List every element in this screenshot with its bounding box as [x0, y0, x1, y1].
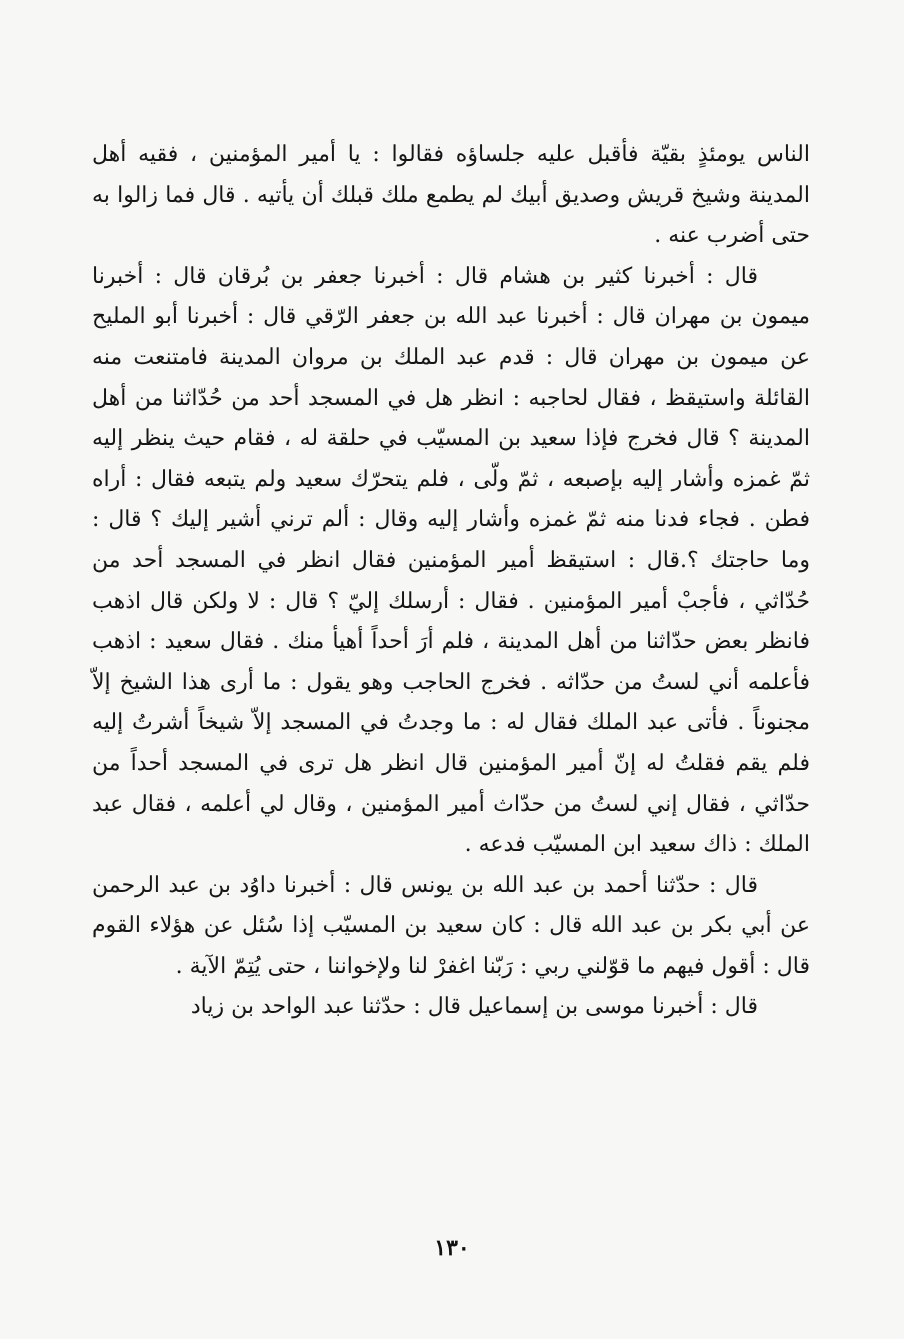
paragraph-3: قال : حدّثنا أحمد بن عبد الله بن يونس قال : أخبرنا داوُد بن عبد الرحمن عن أبي بكر بن عبد الله قال : كان سعيد بن المسيّب إذا سُئل عن هؤلاء القوم قال : أقول فيهم ما قوّلني ربي : رَبّنا اغفرْ لنا ولإخواننا ، حتى يُتِمّ الآية .	[92, 872, 810, 979]
paragraph-4: قال : أخبرنا موسى بن إسماعيل قال : حدّثنا عبد الواحد بن زياد	[190, 994, 758, 1020]
body-text	[92, 135, 810, 1028]
paragraph-2: قال : أخبرنا كثير بن هشام قال : أخبرنا جعفر بن بُرقان قال : أخبرنا ميمون بن مهران قال : أخبرنا عبد الله بن جعفر الرّقي قال : أخبرنا أبو المليح عن ميمون بن مهران قال : قدم عبد الملك بن مروان المدينة فامتنعت منه القائلة واستيقظ ، فقال لحاجبه : انظر هل في المسجد أحد من حُدّاثنا من أهل المدينة ؟ قال فخرج فإذا سعيد بن المسيّب في حلقة له ، فقام حيث ينظر إليه ثمّ غمزه وأشار إليه بإصبعه ، ثمّ ولّى ، فلم يتحرّك سعيد ولم يتبعه فقال : أراه فطن . فجاء فدنا منه ثمّ غمزه وأشار إليه وقال : ألم ترني أشير إليك ؟ قال : وما حاجتك ؟.قال : استيقظ أمير المؤمنين فقال انظر في المسجد أحد من حُدّاثي ، فأجبْ أمير المؤمنين . فقال : أرسلك إليّ ؟ قال : لا ولكن قال اذهب فانظر بعض حدّاثنا من أهل المدينة ، فلم أرَ أحداً أهيأ منك . فقال سعيد : اذهب فأعلمه أني لستُ من حدّاثه . فخرج الحاجب وهو يقول : ما أرى هذا الشيخ إلاّ مجنوناً . فأتى عبد الملك فقال له : ما وجدتُ في المسجد إلاّ شيخاً أشرتُ إليه فلم يقم فقلتُ له إنّ أمير المؤمنين قال انظر هل ترى في المسجد أحداً من حدّاثي ، فقال إني لستُ من حدّاث أمير المؤمنين ، وقال لي أعلمه ، فقال عبد الملك : ذاك سعيد ابن المسيّب فدعه .	[92, 263, 810, 858]
paragraph-1: الناس يومئذٍ بقيّة فأقبل عليه جلساؤه فقالوا : يا أمير المؤمنين ، فقيه أهل المدينة وشيخ قريش وصديق أبيك لم يطمع ملك قبلك أن يأتيه . قال فما زالوا به حتى أضرب عنه .	[92, 142, 810, 249]
page-number: ١٣٠	[434, 1235, 470, 1261]
